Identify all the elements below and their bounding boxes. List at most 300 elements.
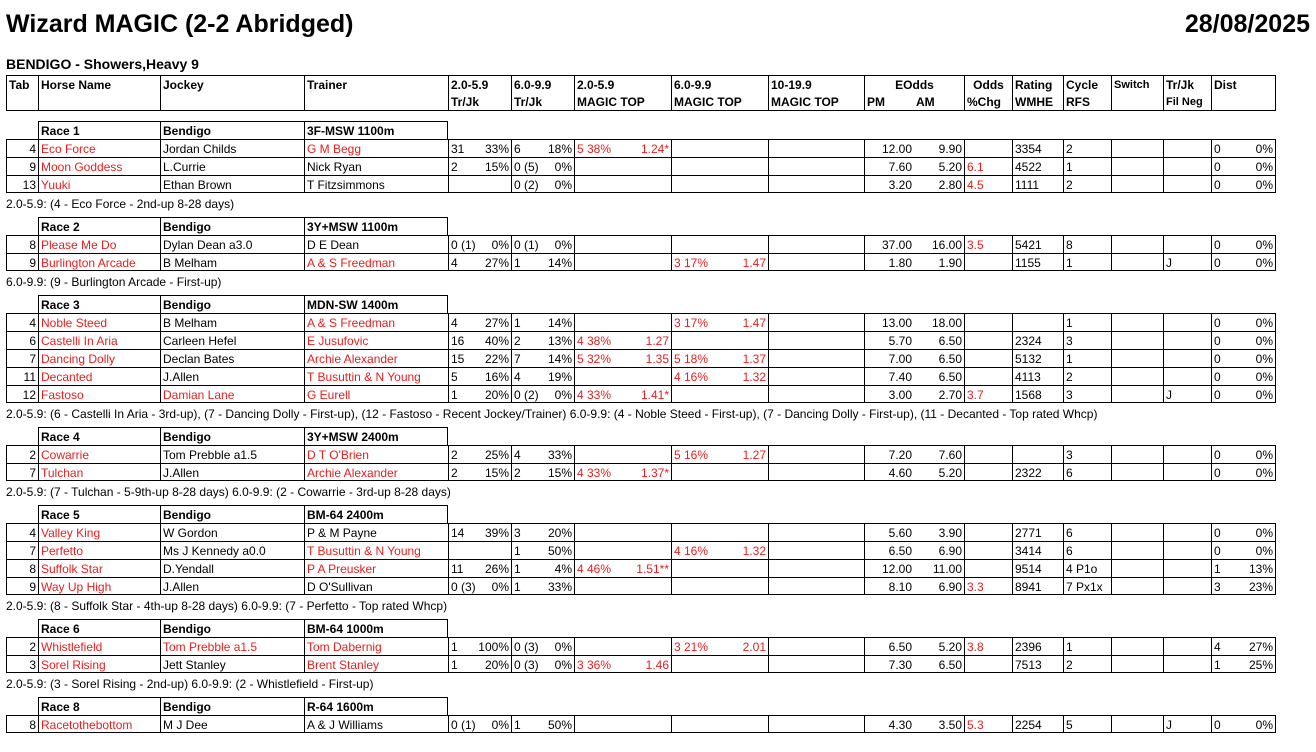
runner-row: [6, 157, 1276, 175]
switch-flag: [1111, 349, 1163, 367]
col-header-trjk: Tr/Jk: [1163, 75, 1211, 93]
race-venue: Bendigo: [160, 619, 304, 637]
odds-am: 5.20: [914, 637, 964, 655]
cycle-rfs: 5: [1063, 715, 1111, 733]
dist-starts: 0: [1211, 445, 1241, 463]
dist-starts: 0: [1211, 175, 1241, 193]
switch-flag: [1111, 139, 1163, 157]
switch-flag: [1111, 235, 1163, 253]
dist-starts: 0: [1211, 385, 1241, 403]
odds-chg: [964, 463, 1012, 481]
magic-25-value: 1.27: [624, 331, 671, 349]
dist-pct: 0%: [1241, 349, 1276, 367]
trjk-25-starts: 15: [448, 349, 476, 367]
jockey-name: Damian Lane: [160, 385, 304, 403]
magic-25-value: 1.46: [624, 655, 671, 673]
jockey-name: Ms J Kennedy a0.0: [160, 541, 304, 559]
report-date: 28/08/2025: [1184, 10, 1310, 38]
cycle-rfs: 4 P1o: [1063, 559, 1111, 577]
dist-starts: 0: [1211, 463, 1241, 481]
horse-name: Yuuki: [38, 175, 160, 193]
magic-25-count: 4 33%: [574, 463, 624, 481]
trjk-25-starts: 5: [448, 367, 476, 385]
trjk-69-pct: 0%: [545, 157, 574, 175]
runner-row: [6, 385, 1276, 403]
dist-starts: 4: [1211, 637, 1241, 655]
col-header-trainer: Trainer: [304, 75, 448, 93]
race-header: [6, 427, 1276, 445]
horse-name: Tulchan: [38, 463, 160, 481]
dist-starts: 0: [1211, 367, 1241, 385]
horse-name: Suffolk Star: [38, 559, 160, 577]
rating-wmhe: 4113: [1012, 367, 1063, 385]
sub-header-wmhe: WMHE: [1012, 93, 1063, 111]
magic-25-value: [624, 715, 671, 733]
runner-row: [6, 367, 1276, 385]
odds-am: 6.50: [914, 655, 964, 673]
magic-1019: [768, 577, 864, 595]
trjk-69-pct: 14%: [545, 253, 574, 271]
jockey-name: B Melham: [160, 253, 304, 271]
magic-1019: [768, 331, 864, 349]
magic-69-count: 3 17%: [671, 253, 721, 271]
horse-name: Fastoso: [38, 385, 160, 403]
magic-69-value: [721, 559, 768, 577]
magic-25-count: [574, 523, 624, 541]
trjk-69-pct: 33%: [545, 577, 574, 595]
cycle-rfs: 2: [1063, 367, 1111, 385]
horse-name: Cowarrie: [38, 445, 160, 463]
dist-pct: 0%: [1241, 157, 1276, 175]
jockey-name: B Melham: [160, 313, 304, 331]
magic-25-count: 5 38%: [574, 139, 624, 157]
odds-am: 2.70: [914, 385, 964, 403]
trjk-69-starts: 0 (5): [511, 157, 545, 175]
race-number: Race 6: [38, 619, 160, 637]
odds-chg: 6.1: [964, 157, 1012, 175]
race-header: [6, 619, 1276, 637]
trjk-25-pct: 100%: [476, 637, 511, 655]
trjk-flag: J: [1163, 715, 1211, 733]
race-class: MDN-SW 1400m: [304, 295, 448, 313]
runner-row: [6, 523, 1276, 541]
rating-wmhe: 5421: [1012, 235, 1063, 253]
odds-chg: [964, 313, 1012, 331]
odds-pm: 37.00: [864, 235, 914, 253]
dist-pct: 0%: [1241, 175, 1276, 193]
trjk-flag: [1163, 349, 1211, 367]
switch-flag: [1111, 253, 1163, 271]
dist-pct: 0%: [1241, 463, 1276, 481]
dist-pct: 0%: [1241, 523, 1276, 541]
switch-flag: [1111, 331, 1163, 349]
trjk-25-starts: 2: [448, 463, 476, 481]
race-header: [6, 697, 1276, 715]
magic-1019: [768, 349, 864, 367]
odds-pm: 7.20: [864, 445, 914, 463]
race-selection-note: 6.0-9.9: (9 - Burlington Arcade - First-up): [6, 275, 222, 289]
trjk-flag: [1163, 577, 1211, 595]
odds-am: 18.00: [914, 313, 964, 331]
race-number: Race 1: [38, 121, 160, 139]
tab-number: 4: [6, 313, 38, 331]
dist-starts: 0: [1211, 715, 1241, 733]
magic-69-count: [671, 385, 721, 403]
runner-row: [6, 175, 1276, 193]
sub-header-chg: %Chg: [964, 93, 1012, 111]
odds-pm: 12.00: [864, 139, 914, 157]
switch-flag: [1111, 445, 1163, 463]
trjk-69-starts: 2: [511, 331, 545, 349]
tab-number: 2: [6, 637, 38, 655]
magic-25-count: 4 33%: [574, 385, 624, 403]
magic-1019: [768, 523, 864, 541]
magic-1019: [768, 235, 864, 253]
trjk-25-starts: [448, 541, 476, 559]
race-venue: Bendigo: [160, 217, 304, 235]
magic-25-count: [574, 313, 624, 331]
trjk-flag: [1163, 523, 1211, 541]
switch-flag: [1111, 577, 1163, 595]
magic-25-value: 1.41*: [624, 385, 671, 403]
horse-name: Burlington Arcade: [38, 253, 160, 271]
magic-1019: [768, 445, 864, 463]
trainer-name: D T O'Brien: [304, 445, 448, 463]
odds-chg: [964, 655, 1012, 673]
cycle-rfs: 7 Px1x: [1063, 577, 1111, 595]
magic-25-count: 3 36%: [574, 655, 624, 673]
odds-chg: [964, 541, 1012, 559]
race-class: R-64 1600m: [304, 697, 448, 715]
magic-69-value: 1.32: [721, 541, 768, 559]
magic-25-value: 1.24*: [624, 139, 671, 157]
trjk-25-starts: 31: [448, 139, 476, 157]
cycle-rfs: 1: [1063, 349, 1111, 367]
odds-am: 7.60: [914, 445, 964, 463]
trjk-25-pct: 0%: [476, 577, 511, 595]
horse-name: Moon Goddess: [38, 157, 160, 175]
magic-25-value: [624, 253, 671, 271]
switch-flag: [1111, 559, 1163, 577]
switch-flag: [1111, 523, 1163, 541]
runner-row: [6, 637, 1276, 655]
rating-wmhe: 8941: [1012, 577, 1063, 595]
trjk-69-starts: 4: [511, 367, 545, 385]
race-number: Race 5: [38, 505, 160, 523]
race-list: [6, 121, 1276, 737]
page-title: Wizard MAGIC (2-2 Abridged): [6, 10, 354, 38]
horse-name: Whistlefield: [38, 637, 160, 655]
odds-am: 9.90: [914, 139, 964, 157]
magic-25-value: [624, 175, 671, 193]
jockey-name: J.Allen: [160, 577, 304, 595]
trainer-name: Nick Ryan: [304, 157, 448, 175]
sub-header-filneg: Fil Neg: [1163, 93, 1211, 111]
odds-am: 11.00: [914, 559, 964, 577]
tab-number: 12: [6, 385, 38, 403]
odds-chg: 3.5: [964, 235, 1012, 253]
magic-1019: [768, 541, 864, 559]
runner-row: [6, 577, 1276, 595]
magic-69-value: [721, 715, 768, 733]
magic-25-count: 4 46%: [574, 559, 624, 577]
dist-pct: 25%: [1241, 655, 1276, 673]
sub-header-pm: PM: [864, 93, 914, 111]
jockey-name: Dylan Dean a3.0: [160, 235, 304, 253]
cycle-rfs: 6: [1063, 541, 1111, 559]
col-header-rating: Rating: [1012, 75, 1063, 93]
race-number: Race 2: [38, 217, 160, 235]
magic-1019: [768, 463, 864, 481]
magic-69-count: 4 16%: [671, 367, 721, 385]
horse-name: Dancing Dolly: [38, 349, 160, 367]
magic-69-value: [721, 235, 768, 253]
tab-number: 2: [6, 445, 38, 463]
magic-25-value: 1.37*: [624, 463, 671, 481]
magic-69-count: [671, 715, 721, 733]
trjk-flag: [1163, 445, 1211, 463]
odds-pm: 5.60: [864, 523, 914, 541]
magic-25-value: [624, 541, 671, 559]
trjk-69-starts: 1: [511, 715, 545, 733]
trjk-25-starts: 14: [448, 523, 476, 541]
dist-starts: 0: [1211, 139, 1241, 157]
trjk-25-pct: 40%: [476, 331, 511, 349]
col-header-horse: Horse Name: [38, 75, 160, 93]
trjk-flag: [1163, 157, 1211, 175]
trjk-25-starts: 16: [448, 331, 476, 349]
trjk-25-starts: 11: [448, 559, 476, 577]
tab-number: 4: [6, 139, 38, 157]
trjk-69-starts: 0 (2): [511, 385, 545, 403]
jockey-name: Declan Bates: [160, 349, 304, 367]
magic-25-count: [574, 157, 624, 175]
switch-flag: [1111, 313, 1163, 331]
magic-1019: [768, 655, 864, 673]
trjk-69-pct: 33%: [545, 445, 574, 463]
rating-wmhe: 2254: [1012, 715, 1063, 733]
cycle-rfs: 1: [1063, 313, 1111, 331]
switch-flag: [1111, 385, 1163, 403]
tab-number: 7: [6, 463, 38, 481]
race-header: [6, 505, 1276, 523]
rating-wmhe: 5132: [1012, 349, 1063, 367]
tab-number: 7: [6, 349, 38, 367]
trjk-flag: J: [1163, 385, 1211, 403]
trjk-25-starts: 0 (1): [448, 715, 476, 733]
magic-1019: [768, 157, 864, 175]
col-header-dist: Dist: [1211, 75, 1276, 93]
magic-69-value: 1.27: [721, 445, 768, 463]
dist-starts: 1: [1211, 655, 1241, 673]
race-class: 3Y+MSW 1100m: [304, 217, 448, 235]
sub-header-magic-top: MAGIC TOP: [671, 93, 768, 111]
race-number: Race 8: [38, 697, 160, 715]
trjk-25-pct: [476, 541, 511, 559]
trjk-69-pct: 0%: [545, 637, 574, 655]
col-header-trjk-6-9: 6.0-9.9: [511, 75, 574, 93]
trjk-flag: [1163, 331, 1211, 349]
trjk-flag: [1163, 559, 1211, 577]
trjk-69-pct: 50%: [545, 541, 574, 559]
trjk-flag: [1163, 541, 1211, 559]
magic-69-count: [671, 331, 721, 349]
jockey-name: D.Yendall: [160, 559, 304, 577]
trjk-69-pct: 14%: [545, 349, 574, 367]
rating-wmhe: 1155: [1012, 253, 1063, 271]
jockey-name: Tom Prebble a1.5: [160, 445, 304, 463]
trainer-name: T Busuttin & N Young: [304, 367, 448, 385]
magic-25-value: [624, 235, 671, 253]
odds-pm: 6.50: [864, 541, 914, 559]
tab-number: 9: [6, 577, 38, 595]
tab-number: 7: [6, 541, 38, 559]
magic-69-value: 1.47: [721, 313, 768, 331]
header-row-1: [6, 75, 1276, 93]
trjk-flag: [1163, 655, 1211, 673]
odds-am: 6.50: [914, 349, 964, 367]
dist-starts: 0: [1211, 349, 1241, 367]
odds-chg: [964, 349, 1012, 367]
trjk-69-starts: 3: [511, 523, 545, 541]
dist-starts: 0: [1211, 253, 1241, 271]
magic-1019: [768, 313, 864, 331]
dist-pct: 23%: [1241, 577, 1276, 595]
rating-wmhe: [1012, 313, 1063, 331]
trainer-name: G M Begg: [304, 139, 448, 157]
magic-1019: [768, 367, 864, 385]
rating-wmhe: 3414: [1012, 541, 1063, 559]
race-venue: Bendigo: [160, 121, 304, 139]
cycle-rfs: 2: [1063, 175, 1111, 193]
trjk-flag: [1163, 367, 1211, 385]
dist-pct: 0%: [1241, 235, 1276, 253]
magic-69-count: [671, 157, 721, 175]
switch-flag: [1111, 175, 1163, 193]
cycle-rfs: 6: [1063, 523, 1111, 541]
switch-flag: [1111, 367, 1163, 385]
magic-69-count: 4 16%: [671, 541, 721, 559]
odds-pm: 13.00: [864, 313, 914, 331]
trjk-25-pct: 20%: [476, 385, 511, 403]
magic-25-value: [624, 367, 671, 385]
jockey-name: Ethan Brown: [160, 175, 304, 193]
runner-row: [6, 655, 1276, 673]
magic-69-value: [721, 331, 768, 349]
odds-chg: [964, 445, 1012, 463]
odds-pm: 1.80: [864, 253, 914, 271]
dist-pct: 0%: [1241, 253, 1276, 271]
odds-chg: 4.5: [964, 175, 1012, 193]
magic-25-count: [574, 175, 624, 193]
dist-starts: 0: [1211, 157, 1241, 175]
horse-name: Noble Steed: [38, 313, 160, 331]
tab-number: 13: [6, 175, 38, 193]
jockey-name: J.Allen: [160, 367, 304, 385]
trjk-69-pct: 15%: [545, 463, 574, 481]
odds-pm: 5.70: [864, 331, 914, 349]
trjk-25-pct: [476, 175, 511, 193]
sub-header-rfs: RFS: [1063, 93, 1111, 111]
tab-number: 8: [6, 235, 38, 253]
magic-69-count: [671, 139, 721, 157]
odds-pm: 7.40: [864, 367, 914, 385]
magic-69-value: [721, 139, 768, 157]
sub-header-trjk: Tr/Jk: [448, 93, 511, 111]
trjk-25-pct: 16%: [476, 367, 511, 385]
race-class: 3F-MSW 1100m: [304, 121, 448, 139]
trjk-69-pct: 14%: [545, 313, 574, 331]
trjk-25-pct: 27%: [476, 313, 511, 331]
trainer-name: Brent Stanley: [304, 655, 448, 673]
race-selection-note: 2.0-5.9: (8 - Suffolk Star - 4th-up 8-28 days) 6.0-9.9: (7 - Perfetto - Top rated Whcp): [6, 599, 448, 613]
race-header: [6, 295, 1276, 313]
trainer-name: D O'Sullivan: [304, 577, 448, 595]
magic-25-value: 1.35: [624, 349, 671, 367]
dist-pct: 0%: [1241, 313, 1276, 331]
dist-pct: 0%: [1241, 139, 1276, 157]
trainer-name: A & S Freedman: [304, 253, 448, 271]
trjk-25-starts: 4: [448, 313, 476, 331]
jockey-name: J.Allen: [160, 463, 304, 481]
trainer-name: P A Preusker: [304, 559, 448, 577]
dist-starts: 0: [1211, 523, 1241, 541]
trjk-69-starts: 1: [511, 559, 545, 577]
col-header-switch: Switch: [1111, 75, 1163, 93]
tab-number: 6: [6, 331, 38, 349]
rating-wmhe: 3354: [1012, 139, 1063, 157]
cycle-rfs: 2: [1063, 139, 1111, 157]
dist-starts: 0: [1211, 331, 1241, 349]
dist-starts: 0: [1211, 235, 1241, 253]
magic-69-count: [671, 235, 721, 253]
rating-wmhe: 7513: [1012, 655, 1063, 673]
race-selection-note: 2.0-5.9: (6 - Castelli In Aria - 3rd-up), (7 - Dancing Dolly - First-up), (12 - Fastoso - Recent Jockey/Trainer) 6.0-9.9: (4 - Noble Steed - First-up), (7 - Dancing Dolly - First-up), (11 - Decanted - Top rated Whcp): [6, 407, 1098, 421]
trjk-69-starts: 0 (3): [511, 637, 545, 655]
trjk-25-pct: 15%: [476, 157, 511, 175]
magic-69-value: 1.37: [721, 349, 768, 367]
magic-69-count: [671, 559, 721, 577]
odds-am: 3.90: [914, 523, 964, 541]
trjk-69-starts: 4: [511, 445, 545, 463]
horse-name: Perfetto: [38, 541, 160, 559]
magic-1019: [768, 559, 864, 577]
magic-69-count: 3 17%: [671, 313, 721, 331]
odds-pm: 4.60: [864, 463, 914, 481]
tab-number: 8: [6, 559, 38, 577]
rating-wmhe: 4522: [1012, 157, 1063, 175]
horse-name: Way Up High: [38, 577, 160, 595]
trjk-25-starts: 2: [448, 157, 476, 175]
switch-flag: [1111, 715, 1163, 733]
jockey-name: Jordan Childs: [160, 139, 304, 157]
runner-row: [6, 253, 1276, 271]
jockey-name: Carleen Hefel: [160, 331, 304, 349]
runner-row: [6, 331, 1276, 349]
trjk-25-starts: 1: [448, 637, 476, 655]
col-header-odds: Odds: [964, 75, 1012, 93]
jockey-name: Jett Stanley: [160, 655, 304, 673]
race-venue: Bendigo: [160, 427, 304, 445]
runner-row: [6, 445, 1276, 463]
runner-row: [6, 313, 1276, 331]
magic-25-value: [624, 523, 671, 541]
header-row-2: [6, 93, 1276, 111]
trjk-69-pct: 50%: [545, 715, 574, 733]
dist-pct: 0%: [1241, 445, 1276, 463]
magic-25-count: [574, 445, 624, 463]
rating-wmhe: 1568: [1012, 385, 1063, 403]
